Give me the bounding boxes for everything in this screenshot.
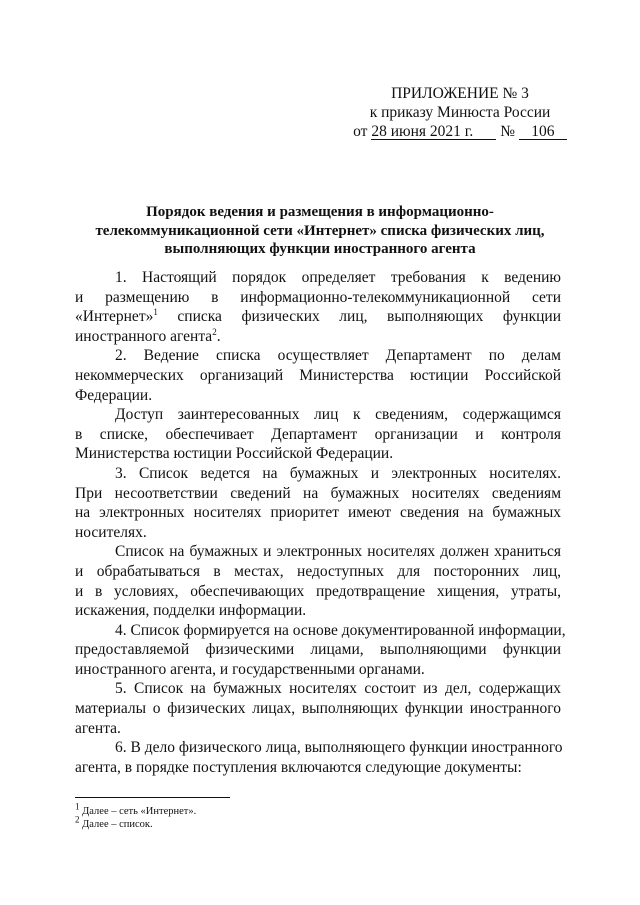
paragraph-7 [75,679,561,738]
order-date-number [340,122,580,141]
paragraph-2 [75,346,561,405]
paragraph-3 [75,405,561,464]
text-line: Федерации. [75,386,153,404]
title-line: выполняющих функции иностранного агента [164,241,476,257]
footnote-ref: 1 [153,307,158,318]
text-line: 5. Список на бумажных носителях состоит из дел, содержащих [115,680,561,698]
text-line: агента, в порядке поступления включаются следующие документы: [75,758,522,776]
text-line: искажения, подделки информации. [75,602,307,620]
paragraph-4 [75,464,561,542]
order-number: 106 [519,124,567,140]
text-line: 6. В дело физического лица, выполняющего функции иностранного [115,739,563,757]
paragraph-5 [75,542,561,620]
document-body [75,268,566,777]
text-line: носителях. [75,523,147,541]
paragraph-1 [75,268,561,346]
footnote-divider [75,797,230,798]
text-line: агента. [75,719,121,737]
footnote-2: $^2$ Далее – список. [75,814,153,830]
from-label: от [353,123,368,140]
appendix-label: ПРИЛОЖЕНИЕ № 3 [391,85,529,102]
order-date: 28 июня 2021 г. [371,124,496,140]
number-label: № [500,123,515,140]
footnote-ref: 2 [212,326,217,337]
text-line: предоставляемой физическими лицами, выполняющими функции [75,641,561,659]
text-line: Министерства юстиции Российской Федерации. [75,445,394,463]
text-line: 2. Ведение списка осуществляет Департамент по делам [115,347,561,365]
text-line: 3. Список ведется на бумажных и электронных носителях. [115,464,561,482]
order-reference: к приказу Минюста России [369,104,551,121]
text-line: некоммерческих организаций Министерства юстиции Российской [75,366,561,384]
text-line: 4. Список формируется на основе документированной информации, [115,621,566,639]
paragraph-8 [75,738,561,777]
paragraph-6 [75,621,566,680]
text-line: 1. Настоящий порядок определяет требования к ведению [115,269,561,286]
text-line: на электронных носителях приоритет имеют сведения на бумажных [75,504,561,522]
text-line: материалы о физических лицах, выполняющих функции иностранного [75,700,561,718]
text-line: При несоответствии сведений на бумажных носителях сведениям [75,484,561,502]
text-line: иностранного агента, и государственными органами. [75,660,425,678]
text-line: «Интернет»$^1$ списка физических лиц, выполняющих функции [75,307,561,326]
text-line: в списке, обеспечивает Департамент организации и контроля [75,425,561,443]
text-line: Список на бумажных и электронных носителях должен храниться [115,543,561,561]
text-line: иностранного агента$^2$. [75,326,221,345]
footnote-1: $^1$ Далее – сеть «Интернет». [75,801,197,817]
text-line: и в условиях, обеспечивающих предотвращение хищения, утраты, [75,582,561,600]
title-line: телекоммуникационной сети «Интернет» списка физических лиц, [95,222,545,239]
text-line: Доступ заинтересованных лиц к сведениям, содержащимся [115,406,561,424]
text-line: и размещению в информационно-телекоммуникационной сети [75,288,561,306]
text-line: и обрабатываться в местах, недоступных для посторонних лиц, [75,562,561,580]
title-line: Порядок ведения и размещения в информационно- [146,204,494,220]
document-title [90,203,550,259]
